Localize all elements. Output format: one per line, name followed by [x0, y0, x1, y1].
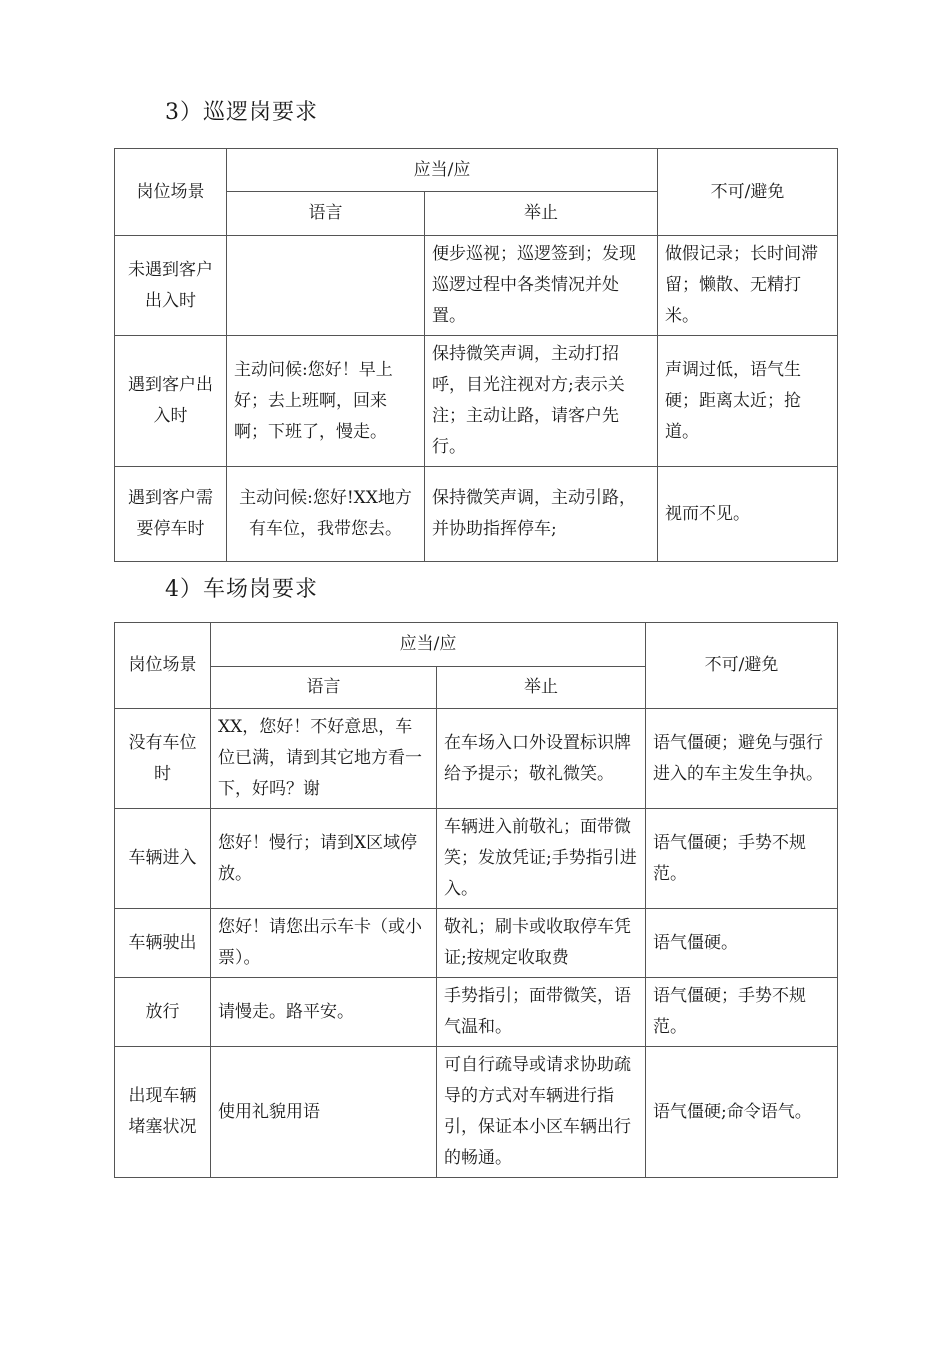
header-behavior: 举止 [437, 667, 646, 709]
behavior-cell: 保持微笑声调，主动引路，并协助指挥停车; [425, 467, 658, 562]
scene-cell: 遇到客户出入时 [115, 336, 227, 467]
avoid-cell: 语气僵硬；手势不规范。 [646, 978, 838, 1047]
parking-requirements-table [114, 622, 838, 1178]
header-language: 语言 [211, 667, 437, 709]
avoid-cell: 语气僵硬;命令语气。 [646, 1047, 838, 1178]
scene-cell: 遇到客户需要停车时 [115, 467, 227, 562]
behavior-cell: 手势指引；面带微笑，语气温和。 [437, 978, 646, 1047]
table-row [115, 709, 838, 809]
scene-cell: 没有车位时 [115, 709, 211, 809]
header-scene: 岗位场景 [115, 623, 211, 709]
table-row [115, 978, 838, 1047]
behavior-cell: 在车场入口外设置标识牌给予提示；敬礼微笑。 [437, 709, 646, 809]
header-should: 应当/应 [211, 623, 646, 667]
behavior-cell: 车辆进入前敬礼；面带微笑；发放凭证;手势指引进入。 [437, 809, 646, 909]
avoid-cell: 语气僵硬；手势不规范。 [646, 809, 838, 909]
scene-cell: 出现车辆堵塞状况 [115, 1047, 211, 1178]
language-cell: 主动问候:您好！早上好；去上班啊，回来啊；下班了，慢走。 [227, 336, 425, 467]
header-language: 语言 [227, 192, 425, 236]
header-scene: 岗位场景 [115, 149, 227, 236]
patrol-requirements-table [114, 148, 838, 562]
scene-cell: 车辆驶出 [115, 909, 211, 978]
scene-cell: 未遇到客户出入时 [115, 236, 227, 336]
section3-title: 3）巡逻岗要求 [165, 100, 318, 125]
language-cell: 请慢走。路平安。 [211, 978, 437, 1047]
table-row [115, 809, 838, 909]
avoid-cell: 做假记录；长时间滞留；懒散、无精打米。 [658, 236, 838, 336]
language-cell: 使用礼貌用语 [211, 1047, 437, 1178]
table-row [115, 909, 838, 978]
section4-title: 4）车场岗要求 [165, 577, 318, 602]
avoid-cell: 声调过低，语气生硬；距离太近；抢道。 [658, 336, 838, 467]
header-should: 应当/应 [227, 149, 658, 192]
header-avoid: 不可/避免 [646, 623, 838, 709]
header-behavior: 举止 [425, 192, 658, 236]
scene-cell: 放行 [115, 978, 211, 1047]
language-cell: 主动问候:您好!XX地方有车位，我带您去。 [227, 467, 425, 562]
table-row [115, 336, 838, 467]
behavior-cell: 便步巡视；巡逻签到；发现巡逻过程中各类情况并处置。 [425, 236, 658, 336]
header-avoid: 不可/避免 [658, 149, 838, 236]
table-row [115, 1047, 838, 1178]
behavior-cell: 敬礼；刷卡或收取停车凭证;按规定收取费 [437, 909, 646, 978]
behavior-cell: 可自行疏导或请求协助疏导的方式对车辆进行指引，保证本小区车辆出行的畅通。 [437, 1047, 646, 1178]
language-cell [227, 236, 425, 336]
language-cell: XX，您好！不好意思，车位已满，请到其它地方看一下，好吗？谢 [211, 709, 437, 809]
avoid-cell: 语气僵硬。 [646, 909, 838, 978]
behavior-cell: 保持微笑声调，主动打招呼，目光注视对方;表示关注；主动让路，请客户先行。 [425, 336, 658, 467]
avoid-cell: 视而不见。 [658, 467, 838, 562]
scene-cell: 车辆进入 [115, 809, 211, 909]
table-row [115, 236, 838, 336]
language-cell: 您好！请您出示车卡（或小票）。 [211, 909, 437, 978]
table-row [115, 467, 838, 562]
language-cell: 您好！慢行；请到X区域停放。 [211, 809, 437, 909]
avoid-cell: 语气僵硬；避免与强行进入的车主发生争执。 [646, 709, 838, 809]
